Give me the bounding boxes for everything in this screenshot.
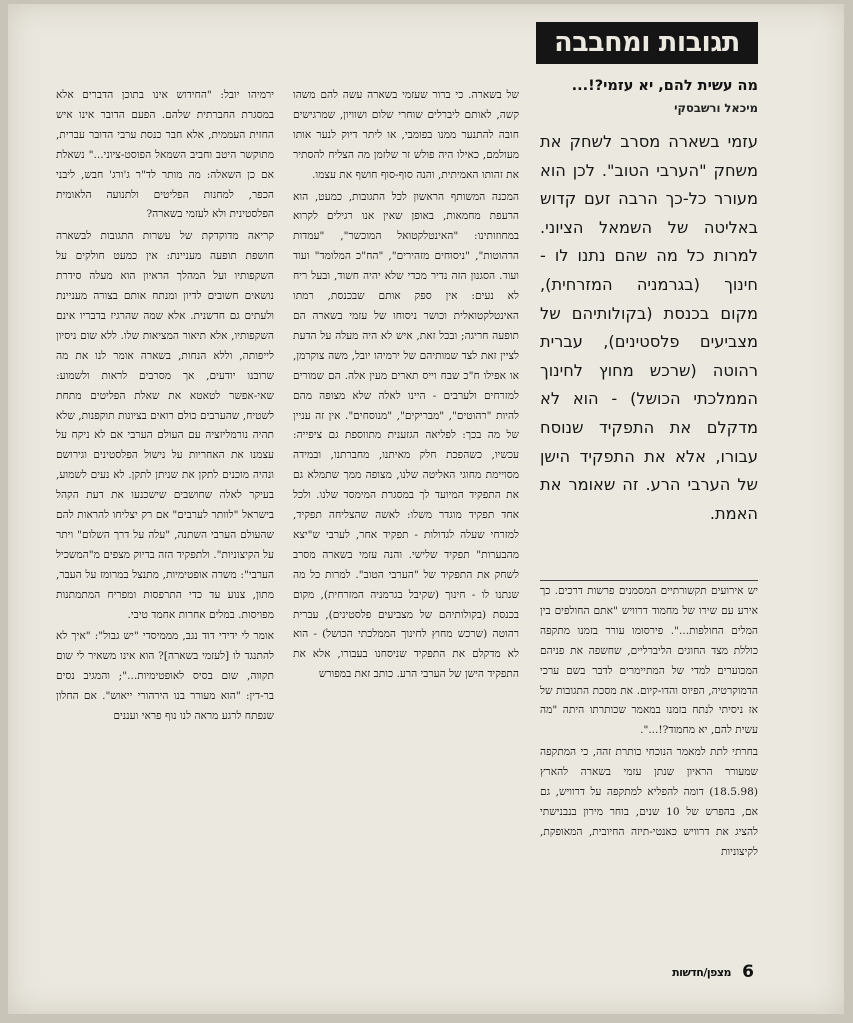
footer-logo: מצפן/חדשות xyxy=(672,966,731,979)
column-middle xyxy=(293,86,519,685)
section-title: תגובות ומחבבה xyxy=(536,22,758,64)
paragraph: המכנה המשותף הראשון לכל התגובות, כמעט, הוא הרעפת מחמאות, באופן שאין אנו רגילים לקרוא במחוזותינו: "האינטלקטואל המוכשר", "עמדות הרהוטות", "ניסוחים מזהירים", "הח"כ המלומד" ועוד ועוד. הסגנון הזה נדיר מכדי שלא יהיה חשוד, ובעל ריח לא נעים: אין ספק אותם שבכנסת, רמתו האינטלקטואלית וכושר ניסוחו של עזמי בשארה הם תופעה חריגה; ובכל זאת, איש לא היה מעלה על הדעת לציין זאת לצד שמותיהם של ירמיהו יובל, משה צוקרמן, או אפילו ח"כ שבח וייס תארים מעין אלה. הם שמורים למזרחים ולערבים - היינו לאלה שלא מצופה מהם להיות "רהוטים", "מבריקים", "מנוסחים". אין זה עניין של מה בכך: לפליאה הגזענית מתווספת גם ציפייה: עכשיו, כשהפכת חלק מאיתנו, מחברתנו, ובמידה מסויימת מחוגי האליטה שלנו, מצופה ממך שתמלא גם את התפקיד המיועד לך במסגרת המימסד שלנו. ולכל אחד תפקיד מוגדר משלו: לאשה שהצליחה תפקיד, למזרחי שעלה לגדולות - תפקיד אחר, לערבי ש"יצא מהבערות" תפקיד שלישי. והנה עזמי בשארה מסרב לשחק את התפקיד של "הערבי הטוב". למרות כל מה שנתנו לו - חינוך (שקיבל בגרמניה המזרחית), מקום בכנסת (בקולותיהם של מצביעים פלסטינים), עברית רהוטה (שרכש מחוץ לחינוך הממלכתי הכושל) - הוא לא מדקלם את התפקיד שניסחנו בעבורו, אלא את התפקיד הישן של הערבי הרע. כותב זאת במפורש xyxy=(293,190,519,681)
column-right xyxy=(540,582,758,863)
column-left xyxy=(56,86,274,727)
paragraph: קריאה מדוקדקת של עשרות התגובות לבשארה חושפת תופעה מעניינת: אין כמעט חולקים על השקפותיו ועל המהלך הראיון הוא מעלה סידרת נושאים חשובים לדיון ומנתח אותם בצורה מעניינת ולעתים גם חדשנית. אלא שמה שהרגיז בדבריו אינם השקפותיו, אלא תיאור המציאות שלו. ללא שום ניסיון לייפותה, וללא הנחות, בשארה אומר לנו את מה שרובנו יודעים, אך מסרבים לראות ולשמוע: שאי-אפשר לטאטא את שאלת הפליטים מתחת לשטיח, שהערבים כולם רואים בציונות תוקפנות, שלא תהיה נורמליזציה עם העולם הערבי אם לא ניקח על עצמנו את האחריות על נישול הפלסטינים וגירושם ונהיה מוכנים לתקן את שניתן לתקן. לא נעים לשמוע, בעיקר לאלה שחושבים שישכנעו את דעת הקהל בישראל "לוותר לערבים" אם רק יצליחו להראות להם שהעולם הערבי השתנה, "עלה על דרך השלום" ויתר על הקיצוניות". ולתפקיד הזה בדיוק מצפים מ"המשכיל הערבי": משרה אופטימיות, מתנצל במרומז על העבר, מתון, צנוע עד כדי התרפסות ומפריח המתמתנות מפויסות. במלים אחרות אחמד טיבי. xyxy=(55,230,274,621)
paragraph: ירמיהו יובל: "החידוש אינו בתוכן הדברים אלא במסגרת החברתית שלהם. הפעם הדובר אינו איש החזית העממית, אלא חבר כנסת ערבי הדובר עברית, מתוקשר היטב וחביב השמאל הפוסט-ציוני..." נשאלת אם כן השאלה: מה מותר לד"ר ג'ורג' חבש, ליבני הכפר, למחנות הפליטים ולתנועה הלאומית הפלסטינית ולא לעזמי בשארה? xyxy=(56,89,274,221)
paragraph: אומר לי ידידי דוד נגב, מממיסדי "יש גבול": "איך לא להתנגד לו [לעזמי בשארה]? הוא אינו משאיר לי שום תקווה, שום בסיס לאופטימיות..."; והמגיב נסים בר-דין: "הוא מעורר בנו הירהורי ייאוש". אם החלון שנפתח לרגע מראה לנו נוף פראי ועננים xyxy=(56,630,274,723)
article-lead: עזמי בשארה מסרב לשחק את משחק "הערבי הטוב". לכן הוא מעורר כל-כך הרבה זעם קדוש באליטה של השמאל הציוני. למרות כל מה שהם נתנו לו - חינוך (בגרמניה המזרחית), מקום בכנסת (בקולותיהם של מצביעים פלסטינים), עברית רהוטה (שרכש מחוץ לחינוך הממלכתי הכושל) - הוא לא מדקלם את התפקיד שנוסח עבורו, אלא את התפקיד הישן של הערבי הרע. זה שאומר את האמת. xyxy=(540,132,758,523)
divider xyxy=(540,580,758,581)
paragraph: יש אירועים תקשורתיים המסמנים פרשות דרכים. כך אירע עם שירו של מחמוד דרוויש "אתם החולפים בין המלים החולפות...". פירסומו עורר בזמנו מתקפה כוללת מצד החוגים הליברליים, שחשפה את פניהם המכוערים למדי של המתיימרים לדבר בשם ערכי הדמוקרטיה, הפיוס והדו-קיום. את מסכת התגובות של אז ניסיתי לנתח בזמנו במאמר שכותרתו היתה "מה עשית להם, יא מחמוד?!...". xyxy=(540,585,758,737)
page-number: 6 xyxy=(742,962,754,982)
paragraph: של בשארה. כי ברור שעזמי בשארה עשה להם משהו קשה, לאותם ליברלים שוחרי שלום ושוויון, שמרגישים חובה להתנער ממנו בפומבי, או ליתר דיוק לנער אותו מעולמם, כאילו היה פולש זר שלזמן מה הצליח להסתיר את זהותו האמיתית, והנה סוף-סוף חושף את עצמו. xyxy=(293,89,519,181)
article-byline: מיכאל ורשבסקי xyxy=(674,101,758,115)
paragraph: בחרתי לתת למאמר הנוכחי כותרת זהה, כי המתקפה שמעורר הראיון שנתן עזמי בשארה להארץ (18.5.98) דומה להפליא למתקפה על דרוויש, גם אם, בהפרש של 10 שנים, בוחר מירון בנבנישתי להציג את דרוויש כאנטי-תיזה החיובית, המאופקת, לקיצוניות xyxy=(540,746,758,858)
article-headline: מה עשית להם, יא עזמי?!... xyxy=(571,78,758,94)
